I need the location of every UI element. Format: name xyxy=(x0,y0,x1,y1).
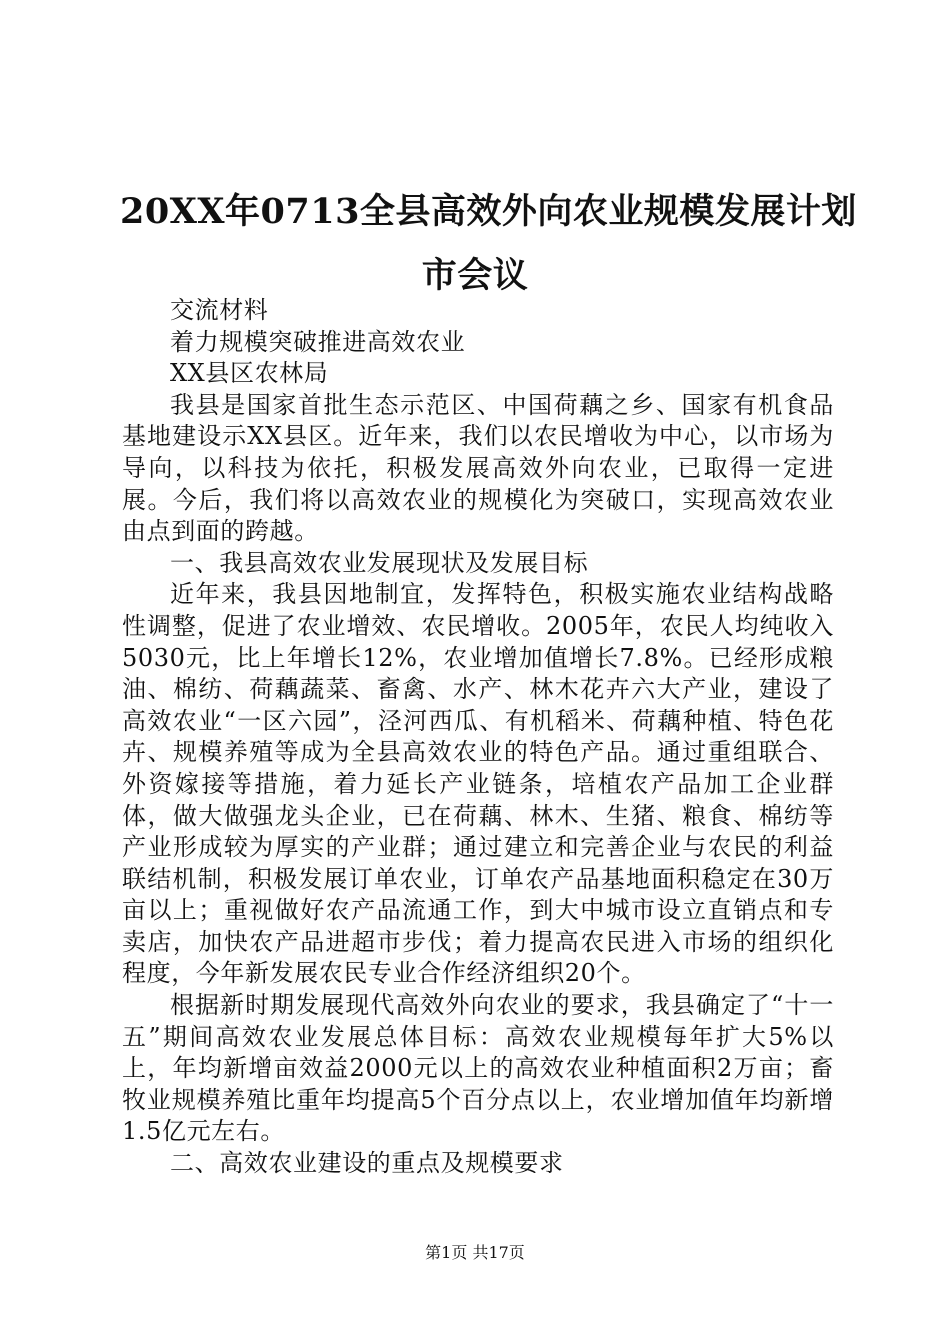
section-heading-2: 二、高效农业建设的重点及规模要求 xyxy=(170,1149,564,1178)
paragraph-exchange-material: 交流材料 xyxy=(170,296,269,324)
document-body xyxy=(122,295,834,1180)
page-number-footer: 第1页 共17页 xyxy=(425,1243,525,1262)
paragraph-intro: 我县是国家首批生态示范区、中国荷藕之乡、国家有机食品基地建设示XX县区。近年来，我们以农民增收为中心，以市场为导向，以科技为依托，积极发展高效外向农业，已取得一定进展。今后，我们将以高效农业的规模化为突破口，实现高效农业由点到面的跨越。 xyxy=(122,390,834,546)
paragraph-goals: 根据新时期发展现代高效外向农业的要求，我县确定了“十一五”期间高效农业发展总体目标：高效农业规模每年扩大5%以上，年均新增亩效益2000元以上的高效农业种植面积2万亩；畜牧业规模养殖比重年均提高5个百分点以上，农业增加值年均新增1.5亿元左右。 xyxy=(122,991,834,1146)
paragraph-status: 近年来，我县因地制宜，发挥特色，积极实施农业结构战略性调整，促进了农业增效、农民增收。2005年，农民人均纯收入5030元，比上年增长12%，农业增加值增长7.8%。已经形成粮油、棉纺、荷藕蔬菜、畜禽、水产、林木花卉六大产业，建设了高效农业“一区六园”，泾河西瓜、有机稻米、荷藕种植、特色花卉、规模养殖等成为全县高效农业的特色产品。通过重组联合、外资嫁接等措施，着力延长产业链条，培植农产品加工企业群体，做大做强龙头企业，已在荷藕、林木、生猪、粮食、棉纺等产业形成较为厚实的产业群；通过建立和完善企业与农民的利益联结机制，积极发展订单农业，订单农产品基地面积稳定在30万亩以上；重视做好农产品流通工作，到大中城市设立直销点和专卖店，加快农产品进超市步伐；着力提高农民进入市场的组织化程度，今年新发展农民专业合作经济组织20个。 xyxy=(122,580,834,988)
document-title xyxy=(120,180,857,308)
title-line-1: 20XX年0713全县高效外向农业规模发展计划 xyxy=(120,191,857,232)
title-line-2: 市会议 xyxy=(421,255,529,296)
section-heading-1: 一、我县高效农业发展现状及发展目标 xyxy=(170,548,589,577)
paragraph-author: XX县区农林局 xyxy=(170,359,329,388)
paragraph-subtitle: 着力规模突破推进高效农业 xyxy=(170,327,466,356)
